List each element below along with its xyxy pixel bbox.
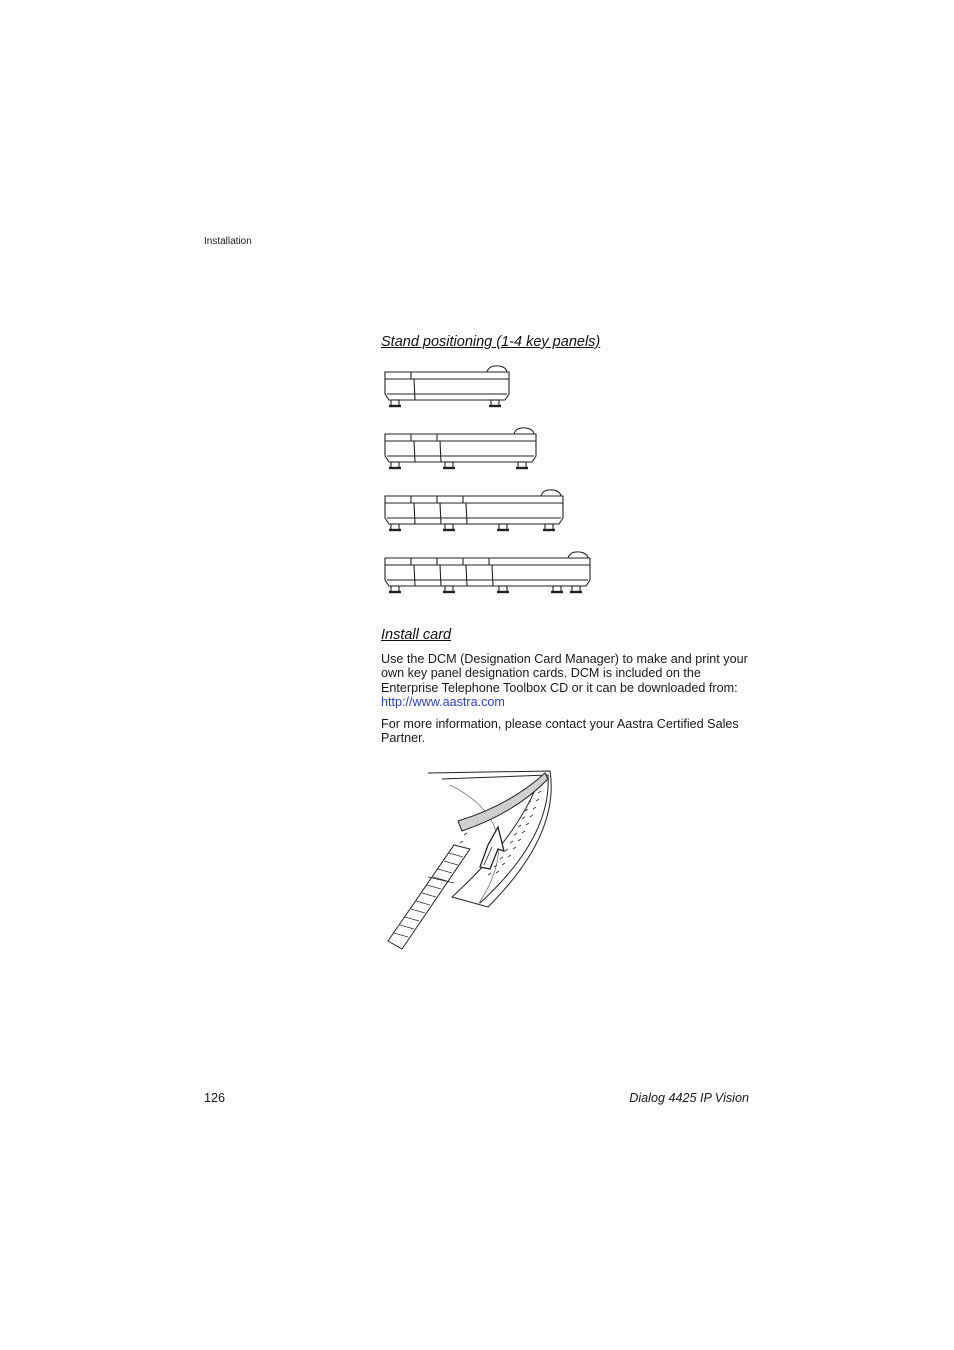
handset-outline xyxy=(487,366,507,372)
panel-divider-lower xyxy=(414,379,415,400)
panel-divider-lower xyxy=(492,565,493,586)
panel-divider-lower xyxy=(414,503,415,524)
dcm-paragraph-text: Use the DCM (Designation Card Manager) to make and print your own key panel designation cards. DCM is included on the Enterprise Telephone Toolbox CD or it can be downloaded from: xyxy=(381,652,748,695)
section-heading-stand-positioning: Stand positioning (1-4 key panels) xyxy=(381,334,601,350)
page-number: 126 xyxy=(204,1091,226,1105)
panel-divider-lower xyxy=(414,565,415,586)
dcm-paragraph xyxy=(381,652,761,710)
handset-outline xyxy=(514,428,534,434)
phone-body-outline xyxy=(385,558,590,586)
phone-body-outline xyxy=(385,372,509,400)
aastra-link[interactable]: http://www.aastra.com xyxy=(381,695,505,710)
panel-divider-lower xyxy=(440,565,441,586)
panel-divider-lower xyxy=(440,503,441,524)
panel-divider-lower xyxy=(440,441,441,462)
section-heading-install-card: Install card xyxy=(381,627,452,643)
phone-body-outline xyxy=(385,496,563,524)
handset-outline xyxy=(541,490,561,496)
panel-divider-lower xyxy=(466,565,467,586)
document-title: Dialog 4425 IP Vision xyxy=(629,1091,749,1105)
panel-divider-lower xyxy=(414,441,415,462)
card-insertion-diagram-icon xyxy=(380,765,580,955)
running-header: Installation xyxy=(204,236,252,247)
stand-positioning-diagram-icon xyxy=(380,362,600,594)
panel-divider-lower xyxy=(466,503,467,524)
handset-outline xyxy=(568,552,588,558)
sales-partner-paragraph: For more information, please contact your Aastra Certified Sales Partner. xyxy=(381,717,739,746)
phone-body-outline xyxy=(385,434,536,462)
